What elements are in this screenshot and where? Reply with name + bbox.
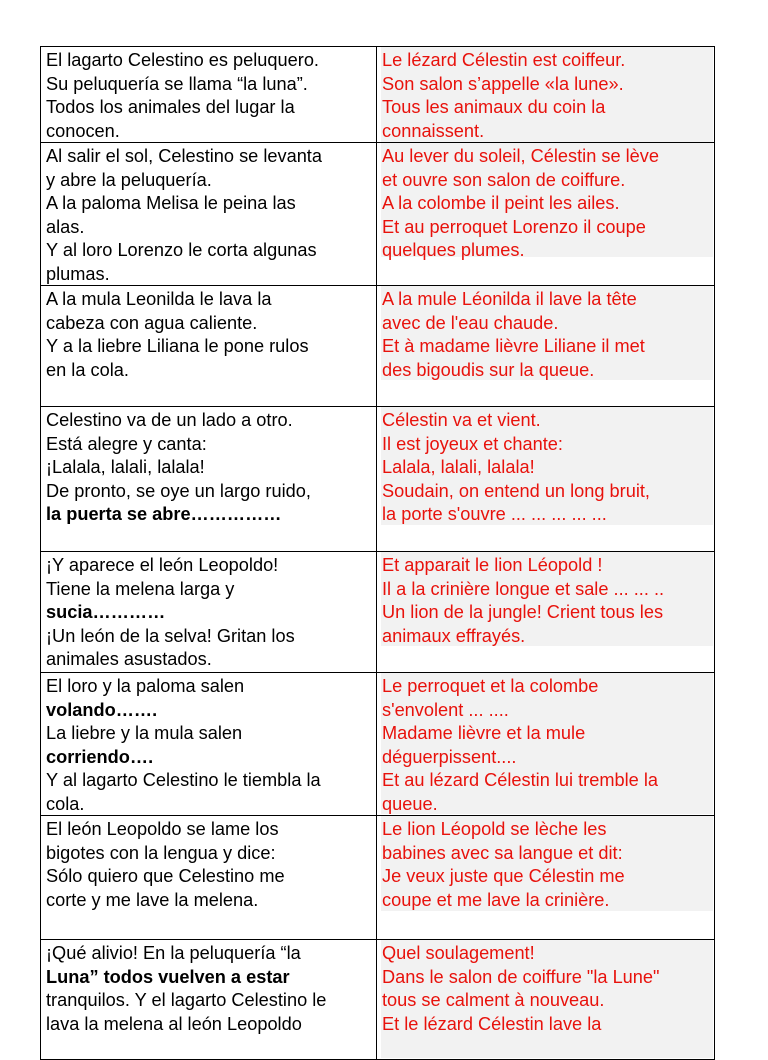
spanish-line: El lagarto Celestino es peluquero. xyxy=(46,50,319,70)
spanish-line: sucia………… xyxy=(46,602,166,623)
french-line: Célestin va et vient. xyxy=(382,410,541,430)
french-line: Et à madame lièvre Liliane il met xyxy=(382,336,645,357)
french-line: tous se calment à nouveau. xyxy=(382,990,605,1011)
french-text-cell xyxy=(377,940,714,1059)
spanish-line: cola. xyxy=(46,793,85,814)
french-line: animaux effrayés. xyxy=(382,625,526,646)
french-line: Son salon s’appelle «la lune». xyxy=(382,73,624,94)
french-line: connaissent. xyxy=(382,120,485,141)
spanish-line: corriendo…. xyxy=(46,746,154,767)
spanish-line: volando……. xyxy=(46,699,158,720)
french-line: Le lézard Célestin est coiffeur. xyxy=(382,50,626,70)
bilingual-story-table xyxy=(40,46,715,1060)
story-row xyxy=(40,552,715,673)
french-line: Et apparait le lion Léopold ! xyxy=(382,555,603,575)
french-line: et ouvre son salon de coiffure. xyxy=(382,169,626,190)
french-line: coupe et me lave la crinière. xyxy=(382,889,610,910)
spanish-line: Celestino va de un lado a otro. xyxy=(46,410,293,430)
spanish-line: Sólo quiero que Celestino me xyxy=(46,866,285,887)
spanish-line: ¡Y aparece el león Leopoldo! xyxy=(46,555,279,575)
spanish-line: conocen. xyxy=(46,120,120,141)
french-line: babines avec sa langue et dit: xyxy=(382,842,623,863)
spanish-line: plumas. xyxy=(46,263,110,284)
french-text-cell xyxy=(377,407,714,551)
spanish-text-cell xyxy=(41,673,377,815)
french-line: Et au perroquet Lorenzo il coupe xyxy=(382,216,646,237)
spanish-line: A la mula Leonilda le lava la xyxy=(46,289,272,309)
spanish-line: Y al lagarto Celestino le tiembla la xyxy=(46,770,321,791)
spanish-line: cabeza con agua caliente. xyxy=(46,312,258,333)
spanish-text-cell xyxy=(41,816,377,939)
spanish-line: alas. xyxy=(46,216,85,237)
story-row xyxy=(40,816,715,940)
french-line: Il a la crinière longue et sale ... ... .. xyxy=(382,578,665,599)
spanish-text-cell xyxy=(41,143,377,285)
french-line: Soudain, on entend un long bruit, xyxy=(382,480,650,501)
story-row xyxy=(40,673,715,816)
french-line: A la mule Léonilda il lave la tête xyxy=(382,289,637,309)
french-line: Un lion de la jungle! Crient tous les xyxy=(382,602,664,623)
french-line: Quel soulagement! xyxy=(382,943,535,963)
french-line: quelques plumes. xyxy=(382,240,525,261)
spanish-line: Está alegre y canta: xyxy=(46,433,207,454)
story-row xyxy=(40,286,715,407)
spanish-line: en la cola. xyxy=(46,359,129,380)
french-line: déguerpissent.... xyxy=(382,746,517,767)
spanish-line: lava la melena al león Leopoldo xyxy=(46,1013,302,1034)
spanish-line: corte y me lave la melena. xyxy=(46,889,259,910)
french-text-cell xyxy=(377,286,714,406)
french-line: Et le lézard Célestin lave la xyxy=(382,1013,602,1034)
french-line: s'envolent ... .... xyxy=(382,699,509,720)
spanish-line: y abre la peluquería. xyxy=(46,169,212,190)
spanish-line: tranquilos. Y el lagarto Celestino le xyxy=(46,990,327,1011)
french-line: des bigoudis sur la queue. xyxy=(382,359,595,380)
french-line: la porte s'ouvre ... ... ... ... ... xyxy=(382,504,607,525)
french-line: Et au lézard Célestin lui tremble la xyxy=(382,770,658,791)
french-line: Il est joyeux et chante: xyxy=(382,433,563,454)
french-text-cell xyxy=(377,47,714,142)
spanish-line: Todos los animales del lugar la xyxy=(46,97,295,118)
spanish-line: animales asustados. xyxy=(46,649,212,670)
french-line: Tous les animaux du coin la xyxy=(382,97,606,118)
spanish-line: El loro y la paloma salen xyxy=(46,676,245,696)
spanish-line: ¡Lalala, lalali, lalala! xyxy=(46,457,205,478)
french-line: Madame lièvre et la mule xyxy=(382,723,586,744)
spanish-text-cell xyxy=(41,552,377,672)
spanish-line: ¡Un león de la selva! Gritan los xyxy=(46,625,295,646)
french-text-cell xyxy=(377,143,714,285)
spanish-line: Su peluquería se llama “la luna”. xyxy=(46,73,308,94)
spanish-line: Y a la liebre Liliana le pone rulos xyxy=(46,336,309,357)
french-line: Au lever du soleil, Célestin se lève xyxy=(382,146,659,166)
french-line: queue. xyxy=(382,793,438,814)
story-row xyxy=(40,940,715,1060)
french-text-cell xyxy=(377,552,714,672)
spanish-text-cell xyxy=(41,47,377,142)
spanish-text-cell xyxy=(41,286,377,406)
spanish-text-cell xyxy=(41,407,377,551)
french-line: Le perroquet et la colombe xyxy=(382,676,599,696)
spanish-line: De pronto, se oye un largo ruido, xyxy=(46,480,311,501)
spanish-text-cell xyxy=(41,940,377,1059)
spanish-line: Tiene la melena larga y xyxy=(46,578,235,599)
spanish-line: la puerta se abre…………… xyxy=(46,504,282,525)
french-line: Dans le salon de coiffure "la Lune" xyxy=(382,966,660,987)
french-text-cell xyxy=(377,816,714,939)
french-line: Lalala, lalali, lalala! xyxy=(382,457,535,478)
spanish-line: A la paloma Melisa le peina las xyxy=(46,193,296,214)
story-row xyxy=(40,46,715,143)
story-row xyxy=(40,407,715,552)
french-line: A la colombe il peint les ailes. xyxy=(382,193,620,214)
french-line: Le lion Léopold se lèche les xyxy=(382,819,607,839)
french-text-cell xyxy=(377,673,714,815)
spanish-line: Y al loro Lorenzo le corta algunas xyxy=(46,240,317,261)
spanish-line: La liebre y la mula salen xyxy=(46,723,243,744)
spanish-line: ¡Qué alivio! En la peluquería “la xyxy=(46,943,301,963)
story-row xyxy=(40,143,715,286)
french-line: avec de l'eau chaude. xyxy=(382,312,559,333)
spanish-line: Luna” todos vuelven a estar xyxy=(46,966,290,987)
spanish-line: bigotes con la lengua y dice: xyxy=(46,842,276,863)
spanish-line: Al salir el sol, Celestino se levanta xyxy=(46,146,322,166)
spanish-line: El león Leopoldo se lame los xyxy=(46,819,279,839)
french-line: Je veux juste que Célestin me xyxy=(382,866,625,887)
